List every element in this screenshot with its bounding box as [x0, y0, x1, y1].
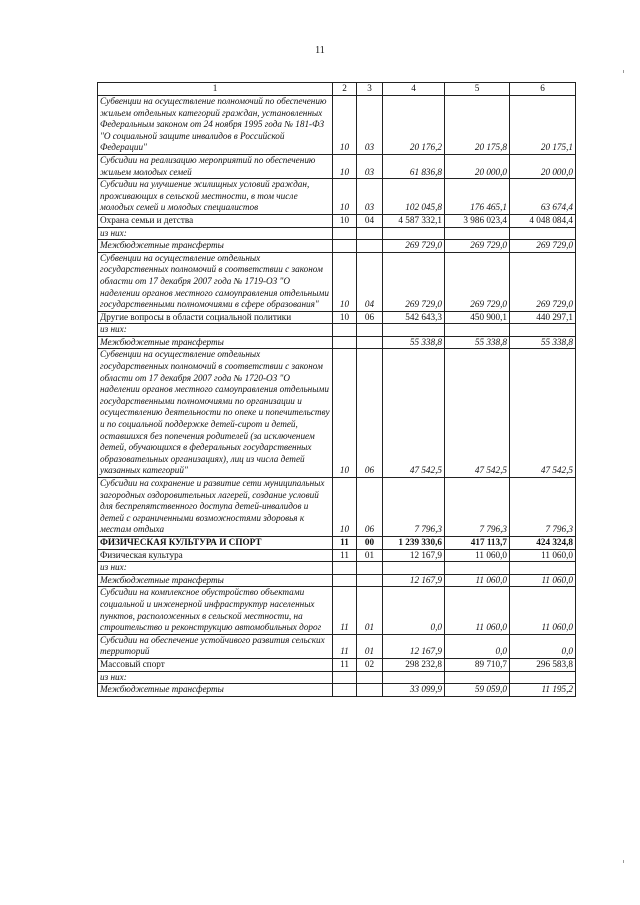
section-cell: 10	[333, 96, 357, 155]
subsection-cell: 01	[357, 549, 383, 562]
section-cell	[333, 684, 357, 697]
subsection-cell: 06	[357, 311, 383, 324]
section-cell	[333, 671, 357, 684]
subsection-cell: 04	[357, 214, 383, 227]
row-name-cell: Физическая культура	[98, 549, 333, 562]
header-cell: 4	[383, 83, 445, 96]
header-cell: 2	[333, 83, 357, 96]
row-name-cell: Субсидии на комплексное обустройство объектами социальной и инженерной инфраструктур населенных пунктов, расположенных в сельской местности, на строительство и реконструкцию автомобильных дорог	[98, 587, 333, 634]
row-name-cell: Другие вопросы в области социальной политики	[98, 311, 333, 324]
value-col6-cell	[510, 671, 576, 684]
value-col4-cell: 269 729,0	[383, 252, 445, 311]
value-col4-cell: 61 836,8	[383, 154, 445, 178]
value-col6-cell	[510, 227, 576, 240]
value-col6-cell: 424 324,8	[510, 536, 576, 549]
section-cell	[333, 227, 357, 240]
table-row	[98, 587, 576, 634]
table-row	[98, 214, 576, 227]
table-row	[98, 227, 576, 240]
value-col5-cell	[445, 227, 510, 240]
section-cell	[333, 562, 357, 575]
row-name-cell: ФИЗИЧЕСКАЯ КУЛЬТУРА И СПОРТ	[98, 536, 333, 549]
value-col4-cell: 33 099,9	[383, 684, 445, 697]
table-header-row	[98, 83, 576, 96]
section-cell: 10	[333, 311, 357, 324]
value-col5-cell: 20 175,8	[445, 96, 510, 155]
value-col5-cell	[445, 324, 510, 337]
row-name-cell: Субсидии на реализацию мероприятий по обеспечению жильем молодых семей	[98, 154, 333, 178]
value-col5-cell: 20 000,0	[445, 154, 510, 178]
row-name-cell: Массовый спорт	[98, 658, 333, 671]
row-name-cell: Субвенции на осуществление полномочий по обеспечению жильем отдельных категорий граждан, установленных Федеральным законом от 24 ноября 1995 года № 181-ФЗ "О социальной защите инвалидов в Российской Федерации"	[98, 96, 333, 155]
section-cell	[333, 574, 357, 587]
value-col6-cell: 55 338,8	[510, 336, 576, 349]
value-col6-cell: 11 060,0	[510, 549, 576, 562]
value-col6-cell	[510, 562, 576, 575]
table-row	[98, 324, 576, 337]
section-cell: 10	[333, 179, 357, 215]
subsection-cell: 06	[357, 478, 383, 537]
subsection-cell	[357, 671, 383, 684]
margin-mark	[623, 860, 624, 863]
subsection-cell	[357, 227, 383, 240]
value-col6-cell: 440 297,1	[510, 311, 576, 324]
row-name-cell: Субсидии на сохранение и развитие сети муниципальных загородных оздоровительных лагерей, создание условий для беспрепятственного доступа детей-инвалидов и детей с ограниченными возможностями здоровья к местам отдыха	[98, 478, 333, 537]
table-row	[98, 336, 576, 349]
value-col6-cell: 269 729,0	[510, 252, 576, 311]
value-col6-cell: 0,0	[510, 634, 576, 658]
value-col4-cell: 0,0	[383, 587, 445, 634]
value-col4-cell: 4 587 332,1	[383, 214, 445, 227]
value-col4-cell: 55 338,8	[383, 336, 445, 349]
section-cell: 10	[333, 154, 357, 178]
row-name-cell: из них:	[98, 671, 333, 684]
subsection-cell: 01	[357, 634, 383, 658]
value-col5-cell: 269 729,0	[445, 240, 510, 253]
table-row	[98, 549, 576, 562]
row-name-cell: Охрана семьи и детства	[98, 214, 333, 227]
subsection-cell	[357, 574, 383, 587]
row-name-cell: из них:	[98, 324, 333, 337]
value-col5-cell: 89 710,7	[445, 658, 510, 671]
value-col5-cell: 0,0	[445, 634, 510, 658]
subsection-cell	[357, 684, 383, 697]
table-row	[98, 536, 576, 549]
section-cell: 11	[333, 536, 357, 549]
value-col5-cell: 11 060,0	[445, 574, 510, 587]
subsection-cell: 03	[357, 154, 383, 178]
table-row	[98, 154, 576, 178]
row-name-cell: Субвенции на осуществление отдельных государственных полномочий в соответствии с законом области от 17 декабря 2007 года № 1719-ОЗ "О наделении органов местного самоуправления отдельными государственными полномочиями в сфере образования"	[98, 252, 333, 311]
table-row	[98, 658, 576, 671]
value-col5-cell	[445, 671, 510, 684]
subsection-cell	[357, 562, 383, 575]
value-col6-cell: 269 729,0	[510, 240, 576, 253]
table-row	[98, 252, 576, 311]
subsection-cell: 04	[357, 252, 383, 311]
subsection-cell: 02	[357, 658, 383, 671]
subsection-cell	[357, 324, 383, 337]
value-col5-cell: 269 729,0	[445, 252, 510, 311]
value-col6-cell: 4 048 084,4	[510, 214, 576, 227]
subsection-cell: 06	[357, 349, 383, 478]
value-col4-cell: 47 542,5	[383, 349, 445, 478]
value-col4-cell	[383, 324, 445, 337]
section-cell	[333, 336, 357, 349]
value-col5-cell: 55 338,8	[445, 336, 510, 349]
budget-table	[97, 82, 576, 697]
section-cell: 11	[333, 658, 357, 671]
value-col4-cell: 1 239 330,6	[383, 536, 445, 549]
row-name-cell: Субсидии на обеспечение устойчивого развития сельских территорий	[98, 634, 333, 658]
value-col6-cell: 20 000,0	[510, 154, 576, 178]
subsection-cell	[357, 336, 383, 349]
header-cell: 6	[510, 83, 576, 96]
row-name-cell: из них:	[98, 562, 333, 575]
subsection-cell: 03	[357, 179, 383, 215]
section-cell: 11	[333, 549, 357, 562]
table-row	[98, 562, 576, 575]
section-cell	[333, 240, 357, 253]
row-name-cell: Межбюджетные трансферты	[98, 240, 333, 253]
value-col5-cell: 450 900,1	[445, 311, 510, 324]
value-col6-cell: 63 674,4	[510, 179, 576, 215]
row-name-cell: из них:	[98, 227, 333, 240]
value-col4-cell: 298 232,8	[383, 658, 445, 671]
value-col4-cell: 269 729,0	[383, 240, 445, 253]
table-row	[98, 240, 576, 253]
value-col4-cell: 12 167,9	[383, 574, 445, 587]
table-row	[98, 179, 576, 215]
value-col6-cell: 7 796,3	[510, 478, 576, 537]
value-col6-cell: 11 060,0	[510, 587, 576, 634]
section-cell: 10	[333, 349, 357, 478]
value-col6-cell: 296 583,8	[510, 658, 576, 671]
value-col4-cell: 12 167,9	[383, 634, 445, 658]
value-col5-cell	[445, 562, 510, 575]
section-cell: 10	[333, 478, 357, 537]
value-col5-cell: 11 060,0	[445, 587, 510, 634]
table-row	[98, 634, 576, 658]
table-row	[98, 349, 576, 478]
value-col6-cell: 11 195,2	[510, 684, 576, 697]
value-col6-cell: 47 542,5	[510, 349, 576, 478]
table-row	[98, 574, 576, 587]
value-col5-cell: 47 542,5	[445, 349, 510, 478]
value-col4-cell	[383, 562, 445, 575]
row-name-cell: Субсидии на улучшение жилищных условий граждан, проживающих в сельской местности, в том числе молодых семей и молодых специалистов	[98, 179, 333, 215]
subsection-cell: 01	[357, 587, 383, 634]
value-col4-cell: 12 167,9	[383, 549, 445, 562]
table-row	[98, 671, 576, 684]
value-col5-cell: 176 465,1	[445, 179, 510, 215]
row-name-cell: Субвенции на осуществление отдельных государственных полномочий в соответствии с законом области от 17 декабря 2007 года № 1720-ОЗ "О наделении органов местного самоуправления отдельными государственными полномочиями по организации и осуществлению деятельности по опеке и попечительству и по социальной поддержке детей-сирот и детей, оставшихся без попечения родителей (за исключением детей, обучающихся в федеральных государственных образовательных организациях), лиц из числа детей указанных категорий"	[98, 349, 333, 478]
value-col4-cell	[383, 671, 445, 684]
row-name-cell: Межбюджетные трансферты	[98, 684, 333, 697]
section-cell: 10	[333, 214, 357, 227]
margin-mark	[623, 70, 624, 73]
value-col4-cell: 7 796,3	[383, 478, 445, 537]
subsection-cell	[357, 240, 383, 253]
value-col5-cell: 59 059,0	[445, 684, 510, 697]
subsection-cell: 00	[357, 536, 383, 549]
value-col4-cell	[383, 227, 445, 240]
row-name-cell: Межбюджетные трансферты	[98, 336, 333, 349]
value-col5-cell: 417 113,7	[445, 536, 510, 549]
table-row	[98, 478, 576, 537]
value-col6-cell	[510, 324, 576, 337]
value-col4-cell: 20 176,2	[383, 96, 445, 155]
table-row	[98, 684, 576, 697]
value-col4-cell: 102 045,8	[383, 179, 445, 215]
header-cell: 1	[98, 83, 333, 96]
table-row	[98, 96, 576, 155]
table-row	[98, 311, 576, 324]
subsection-cell: 03	[357, 96, 383, 155]
section-cell: 11	[333, 634, 357, 658]
row-name-cell: Межбюджетные трансферты	[98, 574, 333, 587]
section-cell: 11	[333, 587, 357, 634]
value-col4-cell: 542 643,3	[383, 311, 445, 324]
header-cell: 5	[445, 83, 510, 96]
value-col5-cell: 3 986 023,4	[445, 214, 510, 227]
section-cell: 10	[333, 252, 357, 311]
value-col5-cell: 7 796,3	[445, 478, 510, 537]
value-col5-cell: 11 060,0	[445, 549, 510, 562]
value-col6-cell: 20 175,1	[510, 96, 576, 155]
section-cell	[333, 324, 357, 337]
value-col6-cell: 11 060,0	[510, 574, 576, 587]
header-cell: 3	[357, 83, 383, 96]
page-number: 11	[315, 45, 325, 56]
